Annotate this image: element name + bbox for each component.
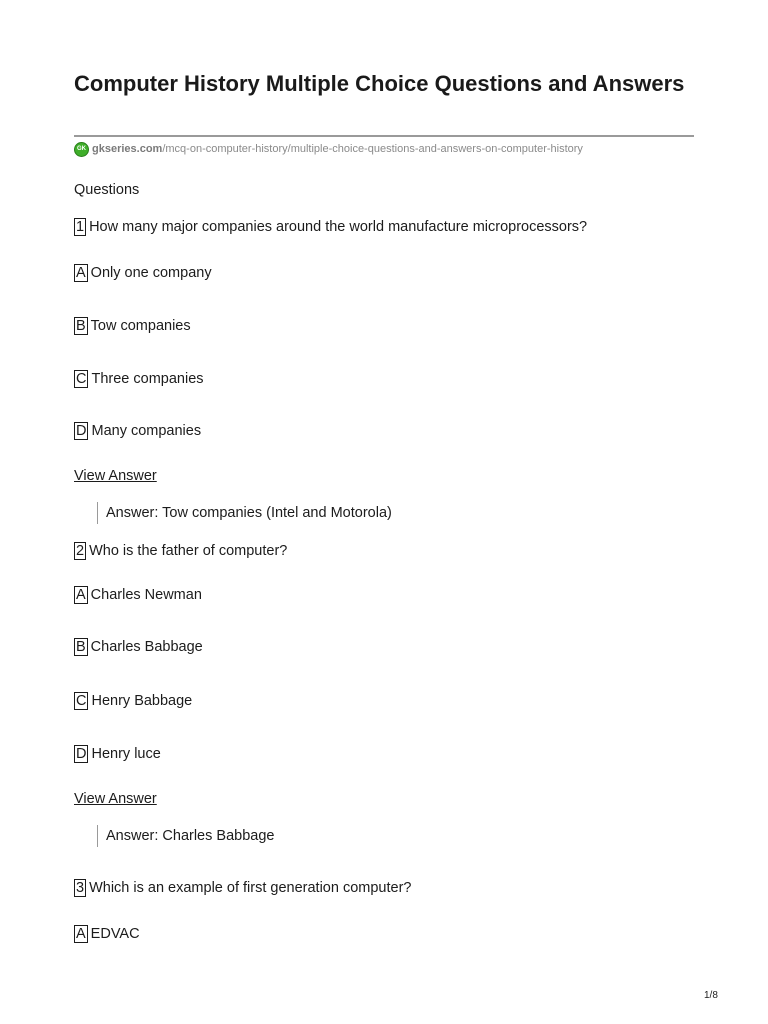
view-answer-link-1[interactable]: View Answer xyxy=(74,468,157,484)
section-label: Questions xyxy=(74,182,140,198)
option-text: Only one company xyxy=(90,265,212,281)
question-number: 3 xyxy=(76,880,85,896)
option-letter: C xyxy=(76,693,87,709)
source-path: /mcq-on-computer-history/multiple-choice-questions-and-answers-on-computer-history xyxy=(162,143,583,155)
question-number: 2 xyxy=(76,543,85,559)
option-text: Henry Babbage xyxy=(91,693,193,709)
answer-1: Answer: Tow companies (Intel and Motorola) xyxy=(97,502,392,524)
option-text: Tow companies xyxy=(90,318,191,334)
question-text: Who is the father of computer? xyxy=(89,543,288,559)
option-letter: B xyxy=(76,639,86,655)
option-letter: A xyxy=(76,926,86,942)
source-domain: gkseries.com xyxy=(92,143,163,155)
page-title: Computer History Multiple Choice Questions and Answers xyxy=(74,71,685,96)
question-1 xyxy=(74,217,587,237)
option-1-b xyxy=(74,316,191,336)
option-text: EDVAC xyxy=(90,926,140,942)
option-letter: D xyxy=(76,746,87,762)
option-1-d xyxy=(74,421,201,441)
option-2-b xyxy=(74,637,203,657)
option-letter: D xyxy=(76,423,87,439)
question-2 xyxy=(74,541,287,561)
option-letter: C xyxy=(76,371,87,387)
option-2-c xyxy=(74,691,192,711)
view-answer-link-2[interactable]: View Answer xyxy=(74,791,157,807)
option-1-a xyxy=(74,263,212,283)
option-letter: A xyxy=(76,587,86,603)
question-number: 1 xyxy=(76,219,85,235)
page-number: 1/8 xyxy=(704,990,718,1001)
question-text: Which is an example of first generation computer? xyxy=(89,880,412,896)
question-3 xyxy=(74,878,411,898)
option-text: Charles Newman xyxy=(90,587,202,603)
option-2-d xyxy=(74,744,161,764)
option-text: Three companies xyxy=(91,371,204,387)
option-1-c xyxy=(74,369,204,389)
source-url[interactable] xyxy=(74,140,583,158)
question-text: How many major companies around the world manufacture microprocessors? xyxy=(89,219,588,235)
option-text: Many companies xyxy=(91,423,202,439)
option-3-a xyxy=(74,924,140,944)
answer-2: Answer: Charles Babbage xyxy=(97,825,274,847)
title-divider xyxy=(74,135,694,137)
option-text: Charles Babbage xyxy=(90,639,203,655)
option-letter: B xyxy=(76,318,86,334)
option-2-a xyxy=(74,585,202,605)
option-text: Henry luce xyxy=(91,746,161,762)
gkseries-logo-icon: GK xyxy=(74,142,89,157)
option-letter: A xyxy=(76,265,86,281)
